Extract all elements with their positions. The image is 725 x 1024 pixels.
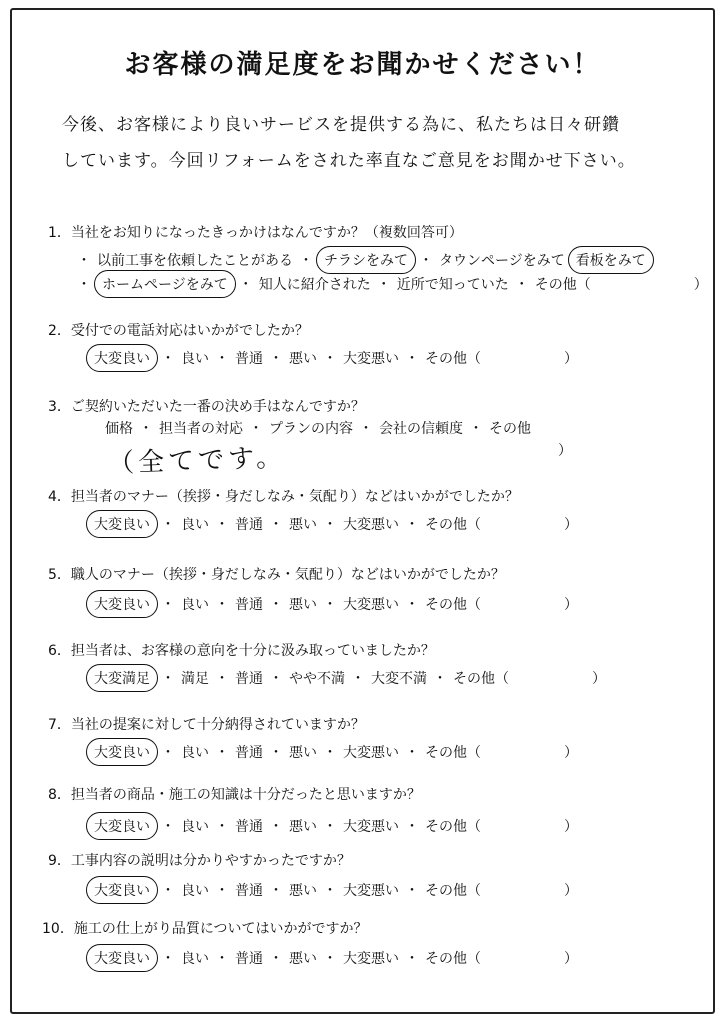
question-1: 1．当社をお知りになったきっかけはなんですか？（複数回答可） (48, 225, 463, 241)
q1-option-signboard[interactable]: 看板をみて (568, 246, 654, 274)
q2-option-good[interactable]: 良い (181, 351, 209, 367)
q5-close-paren: ） (564, 597, 578, 613)
q8-options: 大変良い ・ 良い ・ 普通 ・ 悪い ・ 大変悪い ・ その他（ ） (86, 812, 578, 840)
q1-option-other[interactable]: その他（ (534, 277, 591, 293)
q9-option-normal[interactable]: 普通 (235, 883, 263, 899)
q7-option-very-bad[interactable]: 大変悪い (343, 745, 399, 761)
q3-options: 価格 ・ 担当者の対応 ・ プランの内容 ・ 会社の信頼度 ・ その他 (102, 418, 534, 438)
q2-option-very-good[interactable]: 大変良い (86, 344, 158, 372)
q8-close-paren: ） (564, 819, 578, 835)
q3-handwritten-answer: （全てです。 (107, 442, 287, 480)
q6-option-normal[interactable]: 普通 (235, 671, 263, 687)
question-3: 3．ご契約いただいた一番の決め手はなんですか？ (48, 399, 365, 415)
q1-close-paren: ） (693, 277, 708, 293)
q4-options: 大変良い ・ 良い ・ 普通 ・ 悪い ・ 大変悪い ・ その他（ ） (86, 510, 578, 538)
q9-option-bad[interactable]: 悪い (289, 883, 317, 899)
q7-option-good[interactable]: 良い (181, 745, 209, 761)
q6-option-somewhat-dissatisfied[interactable]: やや不満 (289, 671, 345, 687)
question-9: 9．工事内容の説明は分かりやすかったですか？ (48, 853, 351, 869)
q6-option-other[interactable]: その他（ (453, 671, 509, 687)
q7-option-other[interactable]: その他（ (425, 745, 481, 761)
q10-options: 大変良い ・ 良い ・ 普通 ・ 悪い ・ 大変悪い ・ その他（ ） (86, 944, 578, 972)
intro-line-2: しています。今回リフォームをされた率直なご意見をお聞かせ下さい。 (62, 151, 636, 171)
q2-option-other[interactable]: その他（ (425, 351, 481, 367)
q6-option-very-satisfied[interactable]: 大変満足 (86, 664, 158, 692)
q10-close-paren: ） (564, 951, 578, 967)
question-8: 8．担当者の商品・施工の知識は十分だったと思いますか？ (48, 787, 421, 803)
q8-option-very-bad[interactable]: 大変悪い (343, 819, 399, 835)
q3-close-paren: ） (558, 443, 572, 459)
q3-option-price[interactable]: 価格 (105, 421, 133, 437)
question-4: 4．担当者のマナー（挨拶・身だしなみ・気配り）などはいかがでしたか？ (48, 489, 519, 505)
q8-option-other[interactable]: その他（ (425, 819, 481, 835)
q2-option-normal[interactable]: 普通 (235, 351, 263, 367)
q8-option-bad[interactable]: 悪い (289, 819, 317, 835)
q2-options: 大変良い ・ 良い ・ 普通 ・ 悪い ・ 大変悪い ・ その他（ ） (86, 344, 578, 372)
q7-close-paren: ） (564, 745, 578, 761)
q6-options: 大変満足 ・ 満足 ・ 普通 ・ やや不満 ・ 大変不満 ・ その他（ ） (86, 664, 606, 692)
q5-option-very-bad[interactable]: 大変悪い (343, 597, 399, 613)
q9-option-very-bad[interactable]: 大変悪い (343, 883, 399, 899)
q8-option-good[interactable]: 良い (181, 819, 209, 835)
q10-option-bad[interactable]: 悪い (289, 951, 317, 967)
q7-option-very-good[interactable]: 大変良い (86, 738, 158, 766)
q5-option-other[interactable]: その他（ (425, 597, 481, 613)
q6-option-very-dissatisfied[interactable]: 大変不満 (371, 671, 427, 687)
q7-options: 大変良い ・ 良い ・ 普通 ・ 悪い ・ 大変悪い ・ その他（ ） (86, 738, 578, 766)
q6-option-satisfied[interactable]: 満足 (181, 671, 209, 687)
q10-option-very-good[interactable]: 大変良い (86, 944, 158, 972)
q1-option-referral[interactable]: 知人に紹介された (258, 277, 371, 293)
q9-option-other[interactable]: その他（ (425, 883, 481, 899)
q9-close-paren: ） (564, 883, 578, 899)
question-6: 6．担当者は、お客様の意向を十分に汲み取っていましたか？ (48, 643, 435, 659)
question-10: 10．施工の仕上がり品質についてはいかがですか？ (42, 921, 368, 937)
q2-option-bad[interactable]: 悪い (289, 351, 317, 367)
q6-close-paren: ） (592, 671, 606, 687)
q5-option-good[interactable]: 良い (181, 597, 209, 613)
q5-option-very-good[interactable]: 大変良い (86, 590, 158, 618)
q4-close-paren: ） (564, 517, 578, 533)
q4-option-bad[interactable]: 悪い (289, 517, 317, 533)
q1-option-flyer[interactable]: チラシをみて (316, 246, 416, 274)
q9-option-good[interactable]: 良い (181, 883, 209, 899)
q3-option-plan[interactable]: プランの内容 (269, 421, 353, 437)
q8-option-very-good[interactable]: 大変良い (86, 812, 158, 840)
q2-close-paren: ） (564, 351, 578, 367)
q10-option-normal[interactable]: 普通 (235, 951, 263, 967)
q10-option-other[interactable]: その他（ (425, 951, 481, 967)
q9-options: 大変良い ・ 良い ・ 普通 ・ 悪い ・ 大変悪い ・ その他（ ） (86, 876, 578, 904)
q10-option-very-bad[interactable]: 大変悪い (343, 951, 399, 967)
q1-option-homepage[interactable]: ホームページをみて (94, 270, 236, 298)
q4-option-very-good[interactable]: 大変良い (86, 510, 158, 538)
q4-option-normal[interactable]: 普通 (235, 517, 263, 533)
q3-option-trust[interactable]: 会社の信頼度 (379, 421, 463, 437)
q5-options: 大変良い ・ 良い ・ 普通 ・ 悪い ・ 大変悪い ・ その他（ ） (86, 590, 578, 618)
q10-option-good[interactable]: 良い (181, 951, 209, 967)
q1-option-previous-work[interactable]: 以前工事を依頼したことがある (97, 253, 293, 269)
q7-option-bad[interactable]: 悪い (289, 745, 317, 761)
intro-line-1: 今後、お客様により良いサービスを提供する為に、私たちは日々研鑽 (62, 115, 620, 135)
q5-option-bad[interactable]: 悪い (289, 597, 317, 613)
q2-option-very-bad[interactable]: 大変悪い (343, 351, 399, 367)
q3-option-staff[interactable]: 担当者の対応 (159, 421, 243, 437)
q1-options-line-2: ・ ホームページをみて ・ 知人に紹介された ・ 近所で知っていた ・ その他（ ） (74, 270, 708, 298)
question-2: 2．受付での電話対応はいかがでしたか？ (48, 323, 309, 339)
q4-option-very-bad[interactable]: 大変悪い (343, 517, 399, 533)
q9-option-very-good[interactable]: 大変良い (86, 876, 158, 904)
q8-option-normal[interactable]: 普通 (235, 819, 263, 835)
q7-option-normal[interactable]: 普通 (235, 745, 263, 761)
question-7: 7．当社の提案に対して十分納得されていますか？ (48, 717, 365, 733)
q4-option-other[interactable]: その他（ (425, 517, 481, 533)
page-title: お客様の満足度をお聞かせください！ (124, 50, 601, 80)
question-5: 5．職人のマナー（挨拶・身だしなみ・気配り）などはいかがでしたか？ (48, 567, 505, 583)
q1-options-line-1: ・ 以前工事を依頼したことがある ・ チラシをみて ・ タウンページをみて 看板をみて (74, 246, 654, 274)
q4-option-good[interactable]: 良い (181, 517, 209, 533)
q1-option-town-page[interactable]: タウンページをみて (439, 253, 565, 269)
q5-option-normal[interactable]: 普通 (235, 597, 263, 613)
q3-option-other[interactable]: その他 (489, 421, 531, 437)
q1-option-nearby[interactable]: 近所で知っていた (396, 277, 509, 293)
